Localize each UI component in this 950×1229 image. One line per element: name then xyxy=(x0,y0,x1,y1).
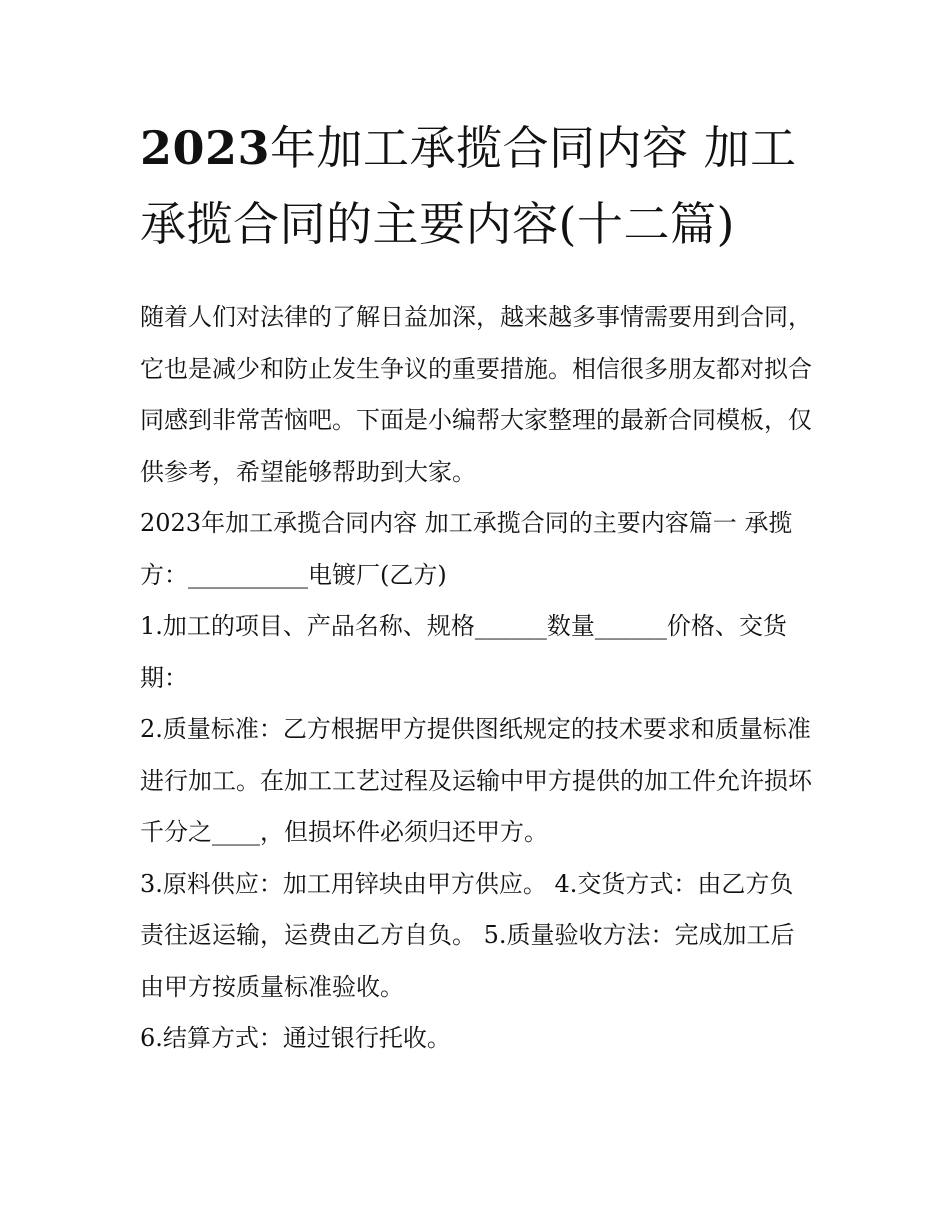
document-title xyxy=(140,110,812,262)
paragraph-clause-1: 1.加工的项目、产品名称、规格______数量______价格、交货期： xyxy=(140,612,787,692)
paragraph-clause-3-5: 3.原料供应：加工用锌块由甲方供应。 4.交货方式：由乙方负责往返运输，运费由乙方自负。 5.质量验收方法：完成加工后由甲方按质量标准验收。 xyxy=(140,869,795,1001)
paragraph-intro: 随着人们对法律的了解日益加深，越来越多事情需要用到合同，它也是减少和防止发生争议的重要措施。相信很多朋友都对拟合同感到非常苦恼吧。下面是小编帮大家整理的最新合同模板，仅供参考，希望能够帮助到大家。 xyxy=(140,303,812,486)
paragraph-clause-2: 2.质量标准：乙方根据甲方提供图纸规定的技术要求和质量标准进行加工。在加工工艺过程及运输中甲方提供的加工件允许损坏千分之____，但损坏件必须归还甲方。 xyxy=(140,715,812,846)
title-text: 年加工承揽合同内容 加工承揽合同的主要内容(十二篇) xyxy=(140,121,797,251)
paragraph-contract-heading: 2023年加工承揽合同内容 加工承揽合同的主要内容篇一 承揽方：__________电镀厂(乙方) xyxy=(140,509,793,589)
paragraph-clause-6: 6.结算方式：通过银行托收。 xyxy=(140,1024,451,1052)
document-body xyxy=(140,110,812,1065)
title-year: 2023 xyxy=(140,121,271,175)
